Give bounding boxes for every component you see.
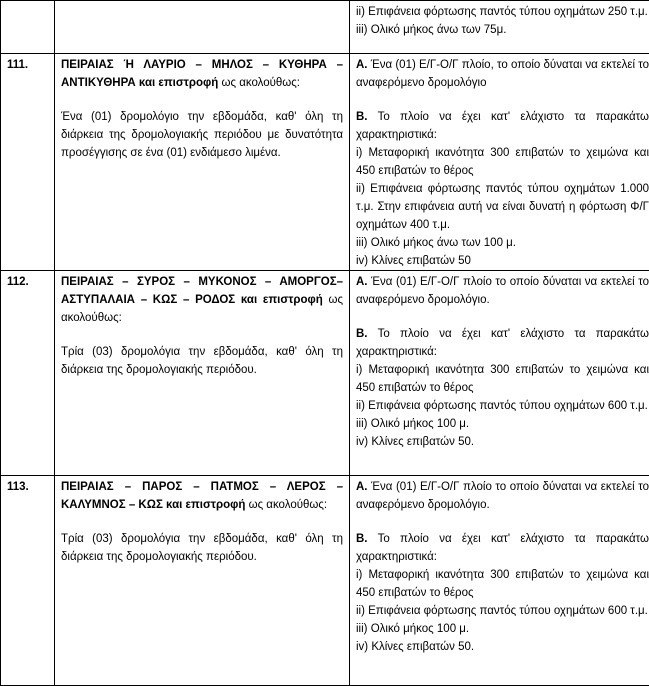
requirement-b-text: Το πλοίο να έχει κατ' ελάχιστο τα παρακάτω χαρακτηριστικά: xyxy=(356,533,649,563)
row-number: 111. xyxy=(1,54,55,271)
route-name: ΠΕΙΡΑΙΑΣ Ή ΛΑΥΡΙΟ – ΜΗΛΟΣ – ΚΥΘΗΡΑ – ΑΝΤΙΚΥΘΗΡΑ και επιστροφή xyxy=(61,59,343,89)
spec-line: i) Μεταφορική ικανότητα 300 επιβατών το χειμώνα και 450 επιβατών το θέρος xyxy=(356,144,649,180)
spec-line: iv) Κλίνες επιβατών 50. xyxy=(356,433,649,451)
spec-line: iii) Ολικό μήκος άνω των 75μ. xyxy=(356,21,649,39)
requirement-b-label: Β. xyxy=(356,111,368,123)
requirements-cell xyxy=(350,271,649,476)
requirements-cell xyxy=(350,476,649,686)
route-description xyxy=(61,273,343,327)
requirements-cell xyxy=(350,1,649,54)
requirement-a-label: Α. xyxy=(356,481,368,493)
route-suffix: ως ακολούθως: xyxy=(61,294,343,324)
spec-line: ii) Επιφάνεια φόρτωσης παντός τύπου οχημάτων 250 τ.μ. xyxy=(356,3,649,21)
spec-line: ii) Επιφάνεια φόρτωσης παντός τύπου οχημάτων 600 τ.μ. xyxy=(356,602,649,620)
spec-line: ii) Επιφάνεια φόρτωσης παντός τύπου οχημάτων 1.000 τ.μ. Στην επιφάνεια αυτή να είναι δυνατή η φόρτωση Φ/Γ οχημάτων 400 τ.μ. xyxy=(356,180,649,234)
row-number-cell xyxy=(1,1,55,54)
requirement-b xyxy=(356,530,649,566)
table-row-continuation xyxy=(1,1,649,54)
requirement-b-label: Β. xyxy=(356,533,368,545)
requirement-b-label: Β. xyxy=(356,328,368,340)
route-cell xyxy=(55,54,350,271)
route-cell xyxy=(55,271,350,476)
spec-line: iv) Κλίνες επιβατών 50. xyxy=(356,638,649,656)
route-cell xyxy=(55,476,350,686)
row-number: 112. xyxy=(1,271,55,476)
route-cell xyxy=(55,1,350,54)
spec-line: iv) Κλίνες επιβατών 50 xyxy=(356,252,649,270)
requirement-a-text: Ένα (01) Ε/Γ-Ο/Γ πλοίο, το οποίο δύναται να εκτελεί το αναφερόμενο δρομολόγιο xyxy=(356,59,649,89)
row-number: 113. xyxy=(1,476,55,686)
route-name: ΠΕΙΡΑΙΑΣ – ΣΥΡΟΣ – ΜΥΚΟΝΟΣ – ΑΜΟΡΓΟΣ– ΑΣΤΥΠΑΛΑΙΑ – ΚΩΣ – ΡΟΔΟΣ και επιστροφή xyxy=(61,276,343,306)
route-name: ΠΕΙΡΑΙΑΣ – ΠΑΡΟΣ – ΠΑΤΜΟΣ – ΛΕΡΟΣ – ΚΑΛΥΜΝΟΣ – ΚΩΣ και επιστροφή xyxy=(61,481,343,511)
requirement-a-label: Α. xyxy=(356,59,368,71)
route-description xyxy=(61,478,343,514)
table-row xyxy=(1,271,649,476)
schedule-text: Τρία (03) δρομολόγια την εβδομάδα, καθ' όλη τη διάρκεια της δρομολογιακής περιόδου. xyxy=(61,343,343,379)
spec-line: i) Μεταφορική ικανότητα 300 επιβατών το χειμώνα και 450 επιβατών το θέρος xyxy=(356,566,649,602)
requirement-a xyxy=(356,273,649,309)
spec-line: iii) Ολικό μήκος άνω των 100 μ. xyxy=(356,234,649,252)
requirement-a-text: Ένα (01) Ε/Γ-Ο/Γ πλοίο το οποίο δύναται να εκτελεί το αναφερόμενο δρομολόγιο. xyxy=(356,481,649,511)
spec-line: iii) Ολικό μήκος 100 μ. xyxy=(356,620,649,638)
requirements-cell xyxy=(350,54,649,271)
route-description xyxy=(61,56,343,92)
spec-line: i) Μεταφορική ικανότητα 300 επιβατών το χειμώνα και 450 επιβατών το θέρος xyxy=(356,361,649,397)
requirement-b xyxy=(356,108,649,144)
requirement-b-text: Το πλοίο να έχει κατ' ελάχιστο τα παρακάτω χαρακτηριστικά: xyxy=(356,111,649,141)
table-row xyxy=(1,476,649,686)
spec-line: iii) Ολικό μήκος 100 μ. xyxy=(356,415,649,433)
requirement-b xyxy=(356,325,649,361)
requirement-a xyxy=(356,56,649,92)
requirement-a-label: Α. xyxy=(356,276,368,288)
table-row xyxy=(1,54,649,271)
requirement-a-text: Ένα (01) Ε/Γ-Ο/Γ πλοίο το οποίο δύναται να εκτελεί το αναφερόμενο δρομολόγιο. xyxy=(356,276,649,306)
schedule-text: Ένα (01) δρομολόγιο την εβδομάδα, καθ' όλη τη διάρκεια της δρομολογιακής περιόδου με δυνατότητα προσέγγισης σε ένα (01) ενδιάμεσο λιμένα. xyxy=(61,108,343,162)
spec-line: ii) Επιφάνεια φόρτωσης παντός τύπου οχημάτων 600 τ.μ. xyxy=(356,397,649,415)
route-suffix: ως ακολούθως: xyxy=(218,77,300,89)
requirement-a xyxy=(356,478,649,514)
route-suffix: ως ακολούθως: xyxy=(245,499,327,511)
schedule-text: Τρία (03) δρομολόγια την εβδομάδα, καθ' όλη τη διάρκεια της δρομολογιακής περιόδου. xyxy=(61,530,343,566)
requirement-b-text: Το πλοίο να έχει κατ' ελάχιστο τα παρακάτω χαρακτηριστικά: xyxy=(356,328,649,358)
